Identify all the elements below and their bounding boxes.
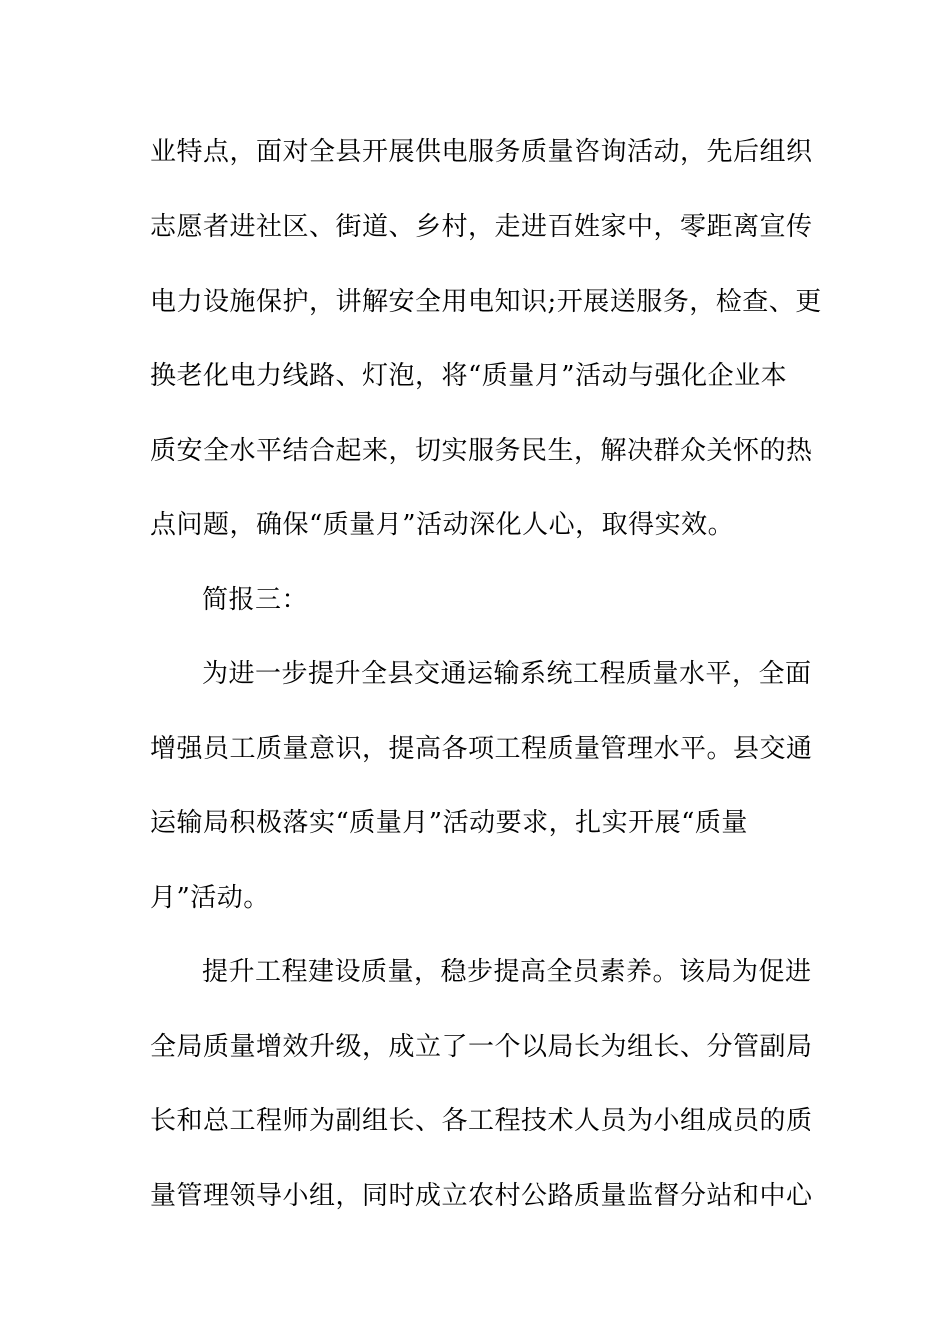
text-line: 电力设施保护，讲解安全用电知识;开展送服务，检查、更 xyxy=(150,287,822,317)
text-line: 运输局积极落实“质量月”活动要求，扎实开展“质量 xyxy=(150,808,748,838)
text-line: 增强员工质量意识，提高各项工程质量管理水平。县交通 xyxy=(150,734,813,764)
text-line: 业特点，面对全县开展供电服务质量咨询活动，先后组织 xyxy=(150,137,813,167)
text-line: 志愿者进社区、街道、乡村，走进百姓家中，零距离宣传 xyxy=(150,212,813,242)
text-line: 质安全水平结合起来，切实服务民生，解决群众关怀的热 xyxy=(150,436,813,466)
text-line: 月”活动。 xyxy=(150,883,270,913)
text-line: 点问题，确保“质量月”活动深化人心，取得实效。 xyxy=(150,510,735,540)
text-line: 提升工程建设质量，稳步提高全员素养。该局为促进 xyxy=(202,957,812,987)
text-line: 换老化电力线路、灯泡，将“质量月”活动与强化企业本 xyxy=(150,361,788,391)
text-line: 量管理领导小组，同时成立农村公路质量监督分站和中心 xyxy=(150,1181,813,1211)
text-line: 长和总工程师为副组长、各工程技术人员为小组成员的质 xyxy=(150,1106,813,1136)
text-line: 全局质量增效升级，成立了一个以局长为组长、分管副局 xyxy=(150,1032,813,1062)
text-line: 为进一步提升全县交通运输系统工程质量水平，全面 xyxy=(202,659,812,689)
section-heading: 简报三： xyxy=(202,585,309,615)
